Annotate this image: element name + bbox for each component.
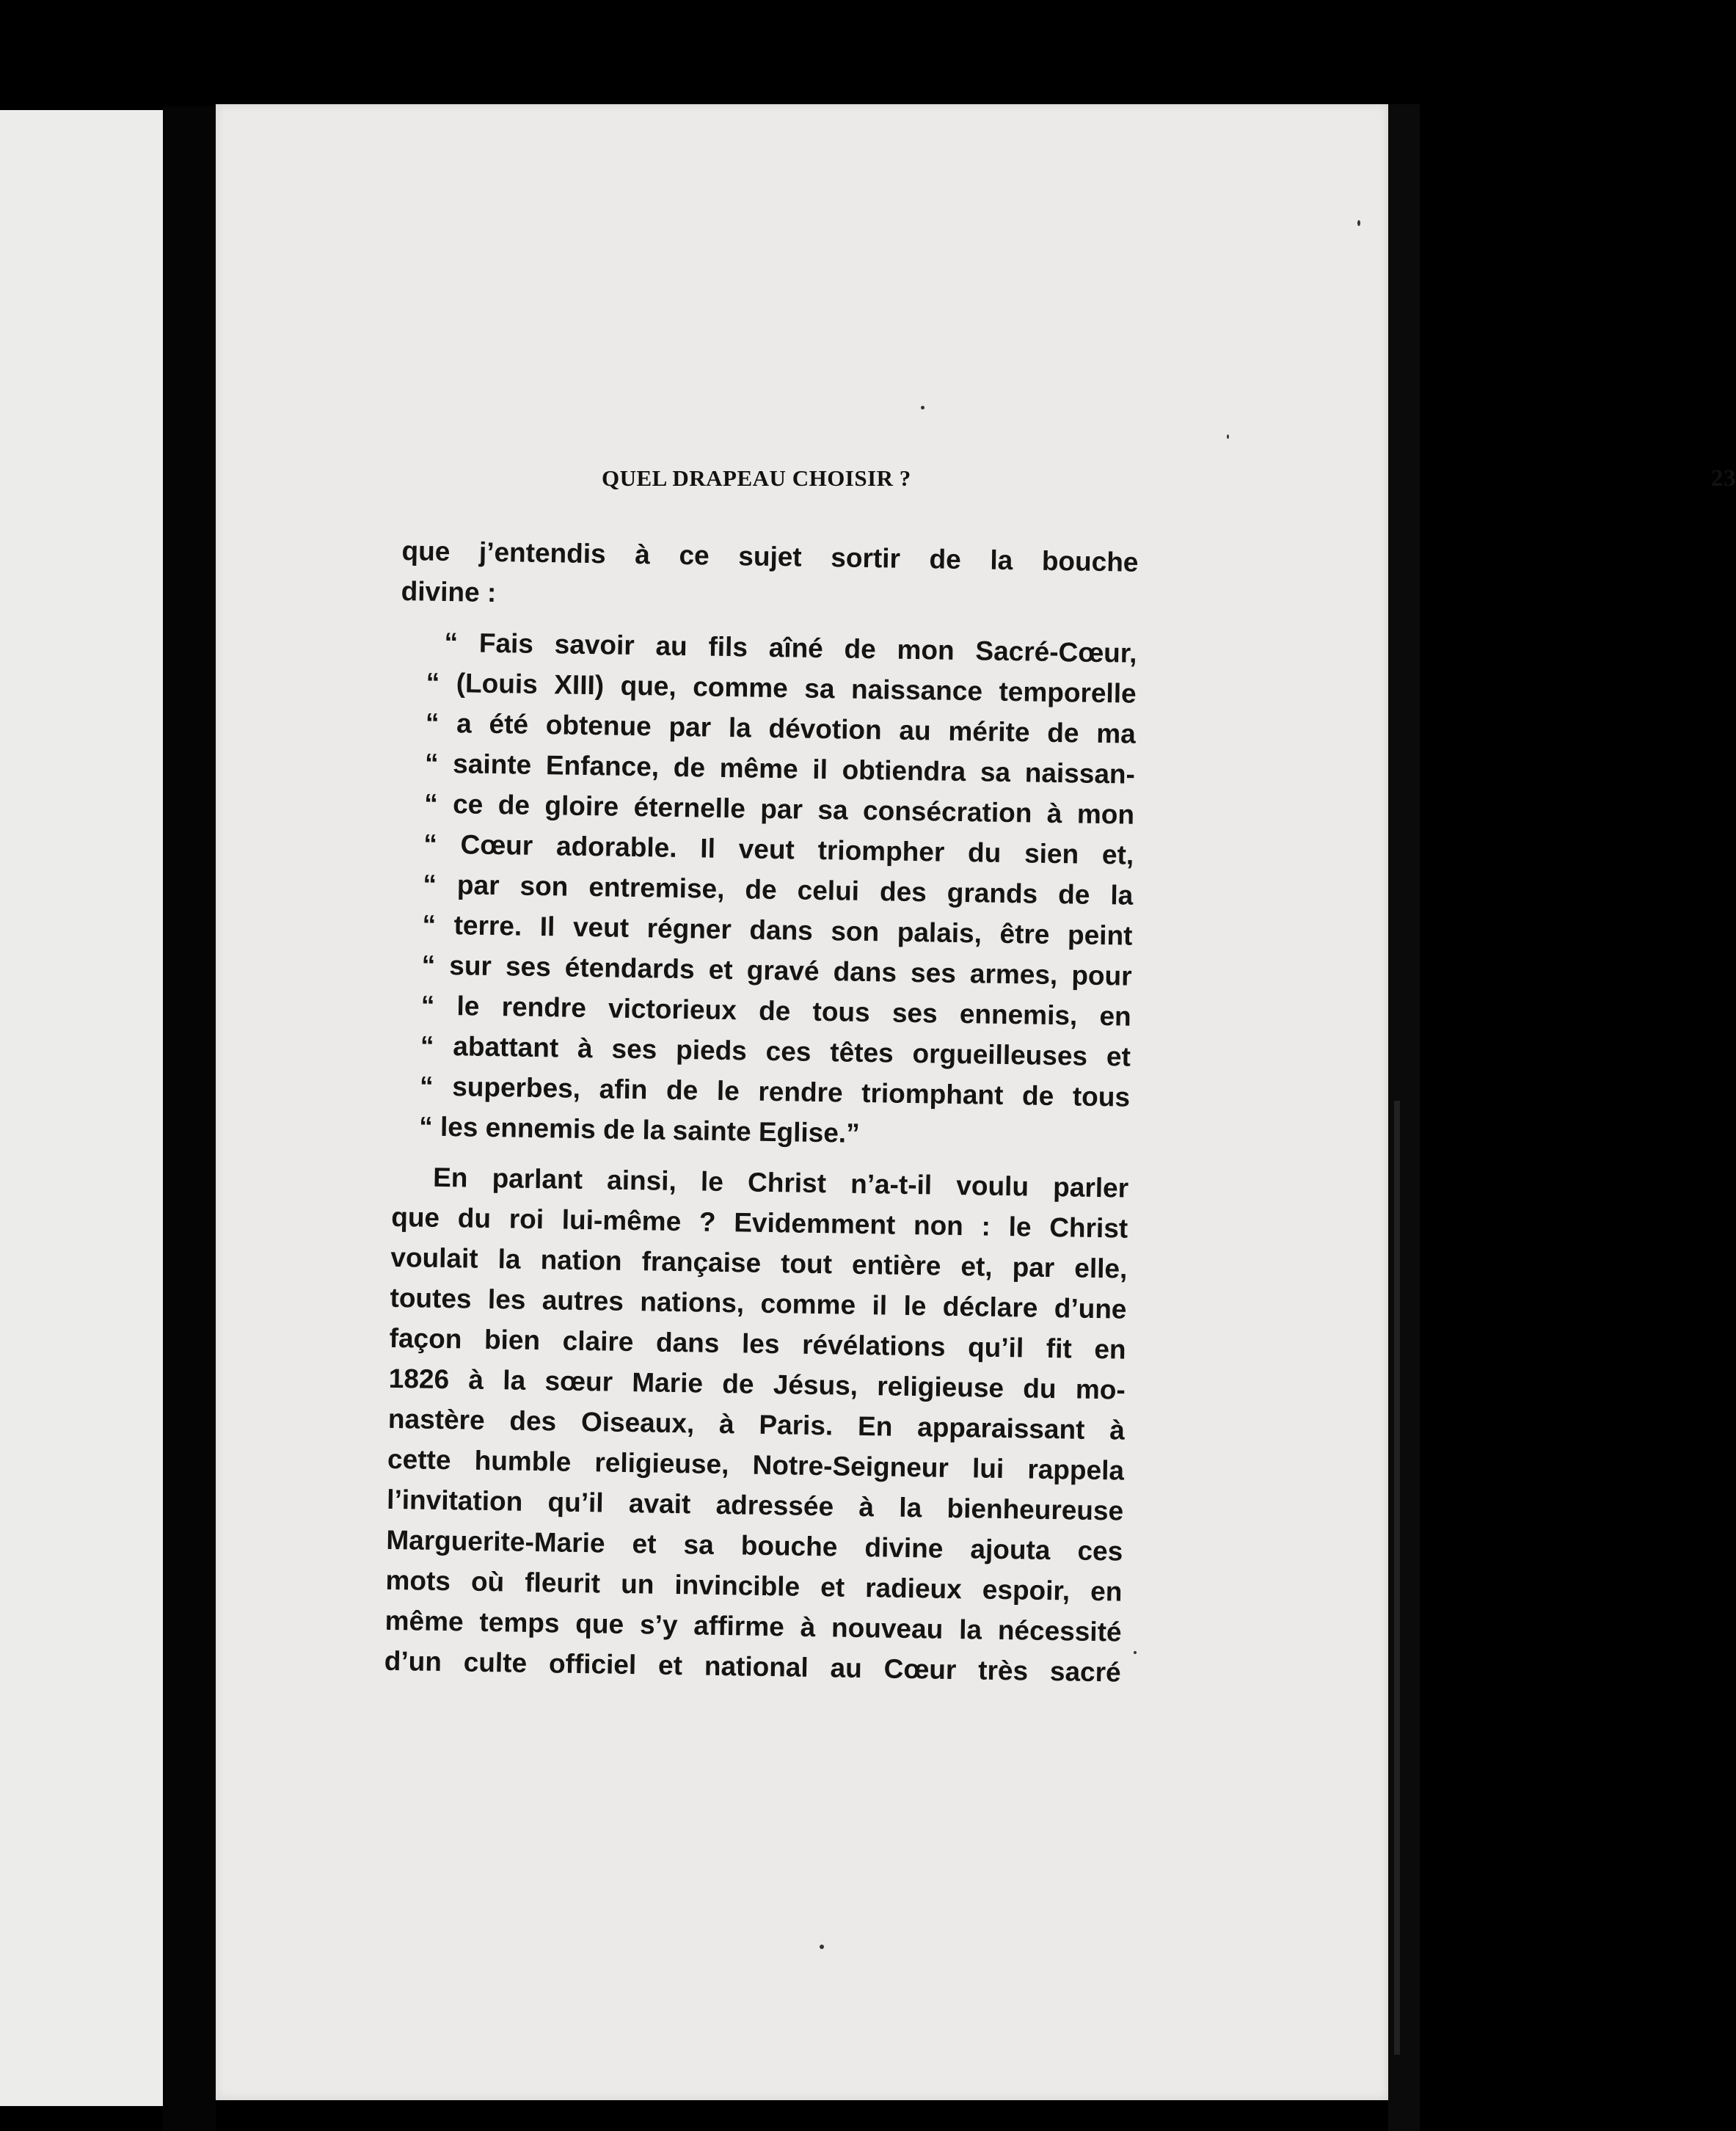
- quote-line: “ par son entremise, de celui des grands de la: [423, 869, 1134, 911]
- main-paragraph: [384, 1156, 1128, 1693]
- text-line: façon bien claire dans les révélations qu’il fit en: [389, 1322, 1126, 1365]
- text-line: nastère des Oiseaux, à Paris. En apparaissant à: [387, 1403, 1126, 1446]
- text-line: d’un culte officiel et national au Cœur très sacré: [384, 1645, 1122, 1688]
- dust-speck: [820, 1945, 824, 1949]
- text-line: En parlant ainsi, le Christ n’a-t-il voulu parler: [432, 1162, 1129, 1203]
- page-body: [384, 531, 1139, 1693]
- page-edge-stack: [1394, 1101, 1400, 2055]
- text-line: divine :: [401, 575, 497, 608]
- quotation-block: [393, 622, 1137, 1158]
- quote-line: “ (Louis XIII) que, comme sa naissance temporelle: [426, 667, 1137, 709]
- quote-line: “ les ennemis de la sainte Eglise.”: [418, 1111, 860, 1148]
- quote-line: “ a été obtenue par la dévotion au mérite de ma: [425, 707, 1137, 749]
- quote-line: “ abattant à ses pieds ces têtes orgueilleuses et: [420, 1030, 1131, 1072]
- text-line: toutes les autres nations, comme il le déclare d’une: [390, 1282, 1127, 1325]
- text-line: 1826 à la sœur Marie de Jésus, religieuse du mo-: [388, 1363, 1126, 1405]
- page-number: 23: [1711, 465, 1736, 492]
- text-line: que du roi lui-même ? Evidemment non : le Christ: [390, 1201, 1128, 1244]
- dust-speck: [1357, 220, 1360, 226]
- text-line: que j’entendis à ce sujet sortir de la bouche: [401, 535, 1139, 578]
- left-page-margin: [0, 110, 163, 2106]
- book-spine-shadow: [163, 106, 216, 2131]
- text-line: l’invitation qu’il avait adressée à la bienheureuse: [386, 1484, 1124, 1526]
- quote-line: “ sainte Enfance, de même il obtiendra sa naissan-: [424, 748, 1136, 790]
- quote-line: “ sur ses étendards et gravé dans ses armes, pour: [421, 950, 1132, 991]
- quote-line: “ ce de gloire éternelle par sa consécration à mon: [423, 788, 1135, 830]
- dust-speck: [921, 406, 924, 409]
- text-line: même temps que s’y affirme à nouveau la nécessité: [384, 1605, 1122, 1647]
- intro-paragraph: [401, 531, 1139, 623]
- quote-line: “ superbes, afin de le rendre triomphant de tous: [419, 1071, 1131, 1112]
- text-line: cette humble religieuse, Notre-Seigneur lui rappela: [387, 1443, 1125, 1486]
- text-line: mots où fleurit un invincible et radieux espoir, en: [385, 1564, 1123, 1607]
- text-line: voulait la nation française tout entière et, par elle,: [390, 1242, 1128, 1284]
- running-title: QUEL DRAPEAU CHOISIR ?: [602, 465, 911, 491]
- dust-speck: [1227, 434, 1229, 439]
- quote-line: “ Fais savoir au fils aîné de mon Sacré-Cœur,: [444, 627, 1137, 669]
- running-header: [602, 465, 1736, 495]
- right-page-edge: [1388, 104, 1420, 2131]
- text-line: Marguerite-Marie et sa bouche divine ajouta ces: [386, 1524, 1123, 1567]
- quote-line: “ Cœur adorable. Il veut triompher du sien et,: [423, 828, 1134, 870]
- quote-line: “ terre. Il veut régner dans son palais, être peint: [422, 909, 1133, 951]
- dust-speck: [1134, 1651, 1137, 1654]
- quote-line: “ le rendre victorieux de tous ses ennemis, en: [420, 990, 1132, 1032]
